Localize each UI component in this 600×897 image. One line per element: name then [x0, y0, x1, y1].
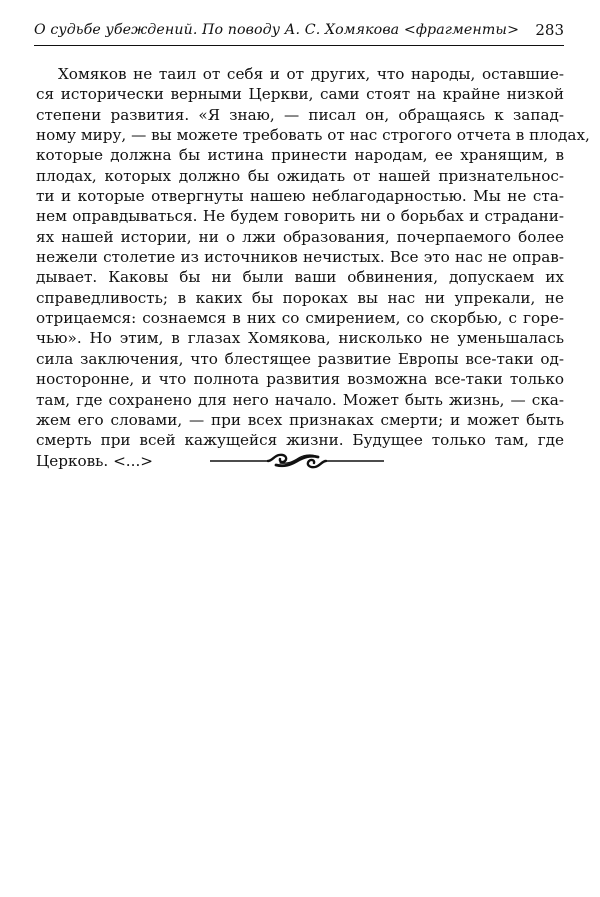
text-line: нежели столетие из источников нечистых. Все это нас не оправ- [36, 248, 564, 267]
page-number: 283 [535, 21, 564, 39]
text-line: ях нашей истории, ни о лжи образования, почерпаемого более [36, 227, 564, 246]
text-line: справедливость; в каких бы пороках вы нас ни упрекали, не [36, 288, 564, 307]
text-line: там, где сохранено для него начало. Может быть жизнь, — ска- [36, 390, 564, 409]
text-line: нем оправдываться. Не будем говорить ни о борьбах и страдани- [36, 207, 564, 226]
text-line: Церковь. <...> [36, 451, 153, 470]
text-line: смерть при всей кажущейся жизни. Будущее только там, где [36, 431, 564, 450]
text-line: носторонне, и что полнота развития возможна все-таки только [36, 370, 564, 389]
running-header [34, 20, 564, 46]
text-line: чью». Но этим, в глазах Хомякова, нисколько не уменьшалась [36, 329, 564, 348]
text-line: жем его словами, — при всех признаках смерти; и может быть [36, 410, 564, 429]
text-line: отрицаемся: сознаемся в них со смирением, со скорбью, с горе- [36, 309, 564, 328]
text-line: Хомяков не таил от себя и от других, что народы, оставшие- [58, 65, 564, 83]
text-line: дывает. Каковы бы ни были ваши обвинения, допускаем их [36, 268, 564, 287]
text-line: которые должна бы истина принести народам, ее хранящим, в [36, 146, 564, 165]
text-line: степени развития. «Я знаю, — писал он, обращаясь к запад- [36, 105, 564, 124]
text-line: сила заключения, что блестящее развитие Европы все-таки од- [36, 349, 564, 368]
text-line: ти и которые отвергнуты нашею неблагодарностью. Мы не ста- [36, 187, 564, 206]
text-line: плодах, которых должно бы ожидать от нашей признательнос- [36, 166, 564, 185]
swirl-divider-icon [210, 447, 384, 473]
body-paragraph [36, 64, 590, 471]
text-line: ному миру, — вы можете требовать от нас строгого отчета в плодах, [36, 126, 590, 145]
text-line: ся исторически верными Церкви, сами стоят на крайне низкой [36, 85, 564, 104]
running-title: О судьбе убеждений. По поводу А. С. Хомякова <фрагменты> [34, 22, 520, 38]
